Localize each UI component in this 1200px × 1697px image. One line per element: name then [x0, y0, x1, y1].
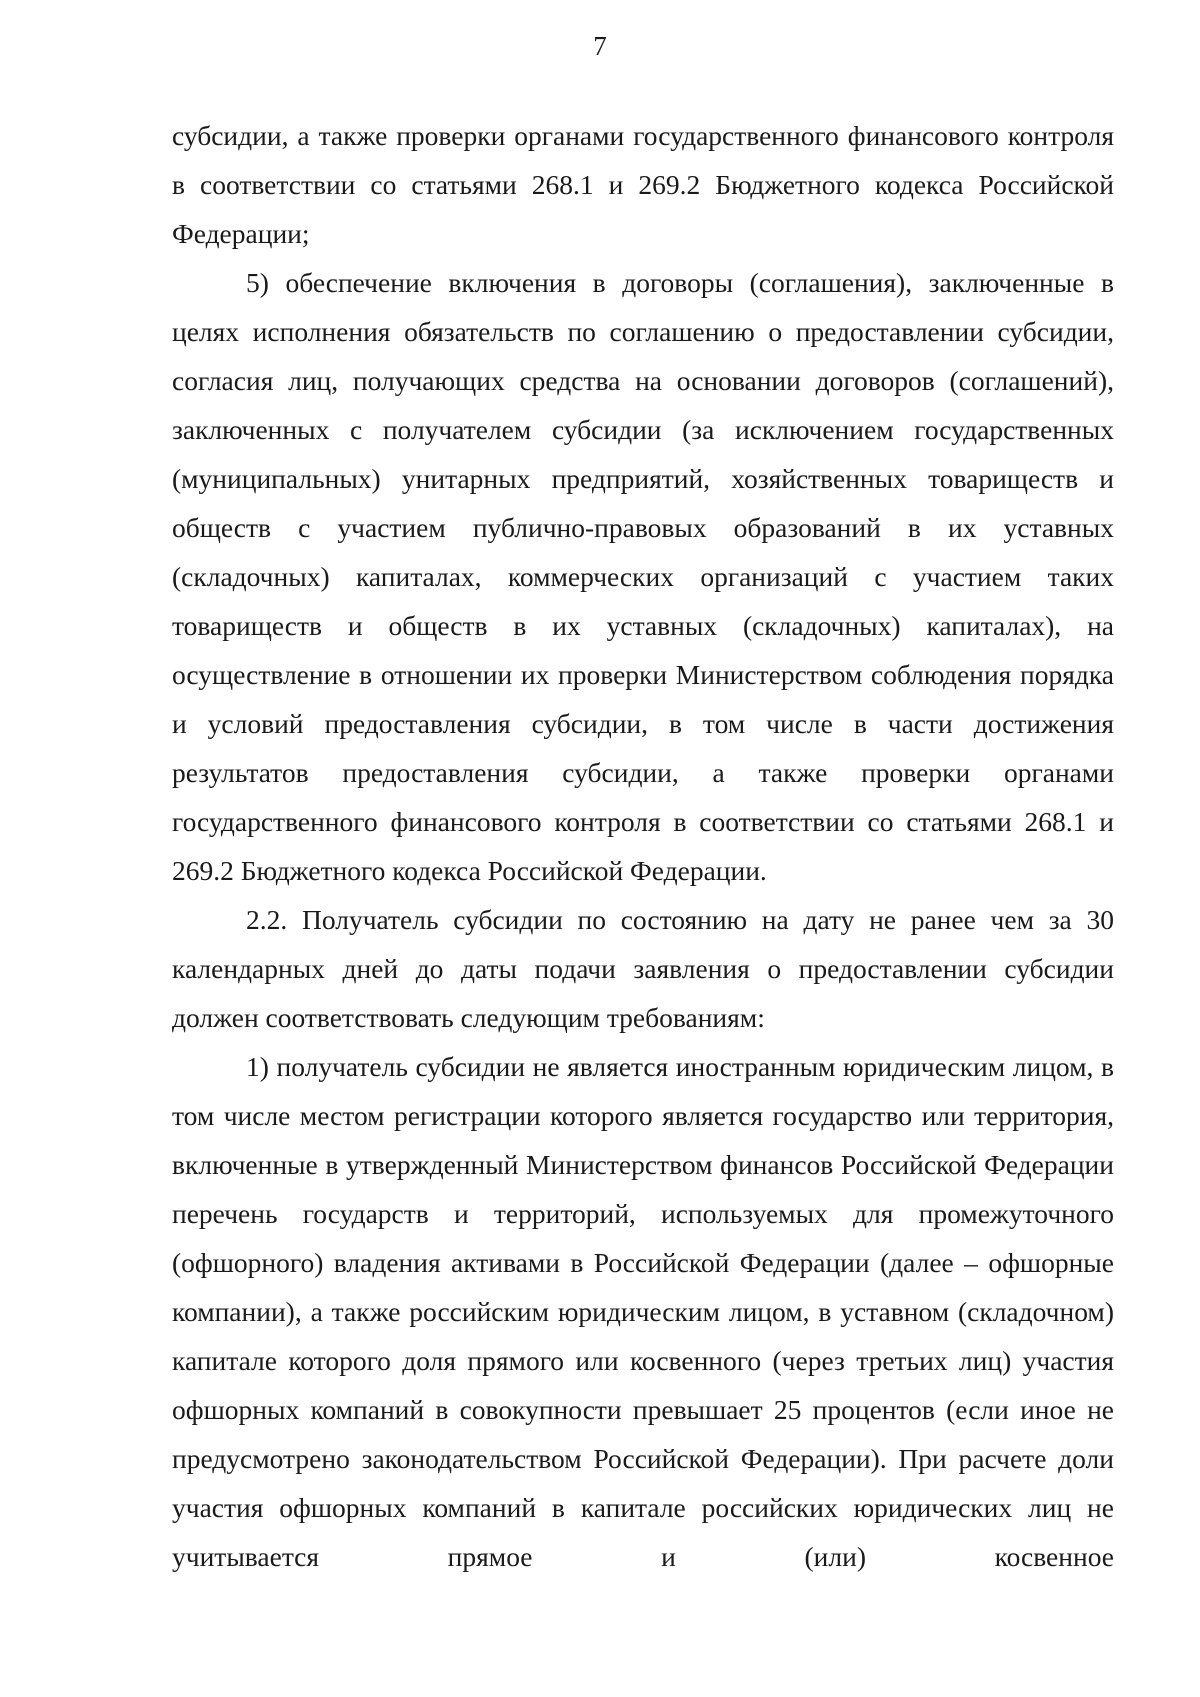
document-body — [172, 111, 1114, 1581]
paragraph-section-2-2: 2.2. Получатель субсидии по состоянию на дату не ранее чем за 30 календарных дней до даты подачи заявления о предоставлении субсидии должен соответствовать следующим требованиям: — [172, 904, 1114, 1033]
page-number: 7 — [593, 31, 607, 61]
paragraph-item-1: 1) получатель субсидии не является иностранным юридическим лицом, в том числе местом регистрации которого является государство или территория, включенные в утвержденный Министерством финансов Российской Федерации перечень государств и территорий, используемых для промежуточного (офшорного) владения активами в Российской Федерации (далее – офшорные компании), а также российским юридическим лицом, в уставном (складочном) капитале которого доля прямого или косвенного (через третьих лиц) участия офшорных компаний в совокупности превышает 25 процентов (если иное не предусмотрено законодательством Российской Федерации). При расчете доли участия офшорных компаний в капитале российских юридических лиц не учитывается прямое и (или) косвенное — [172, 1051, 1114, 1572]
paragraph-item-5: 5) обеспечение включения в договоры (соглашения), заключенные в целях исполнения обязательств по соглашению о предоставлении субсидии, согласия лиц, получающих средства на основании договоров (соглашений), заключенных с получателем субсидии (за исключением государственных (муниципальных) унитарных предприятий, хозяйственных товариществ и обществ с участием публично-правовых образований в их уставных (складочных) капиталах, коммерческих организаций с участием таких товариществ и обществ в их уставных (складочных) капиталах), на осуществление в отношении их проверки Министерством соблюдения порядка и условий предоставления субсидии, в том числе в части достижения результатов предоставления субсидии, а также проверки органами государственного финансового контроля в соответствии со статьями 268.1 и 269.2 Бюджетного кодекса Российской Федерации. — [172, 267, 1114, 886]
paragraph-continuation: субсидии, а также проверки органами государственного финансового контроля в соответствии со статьями 268.1 и 269.2 Бюджетного кодекса Российской Федерации; — [172, 120, 1114, 249]
